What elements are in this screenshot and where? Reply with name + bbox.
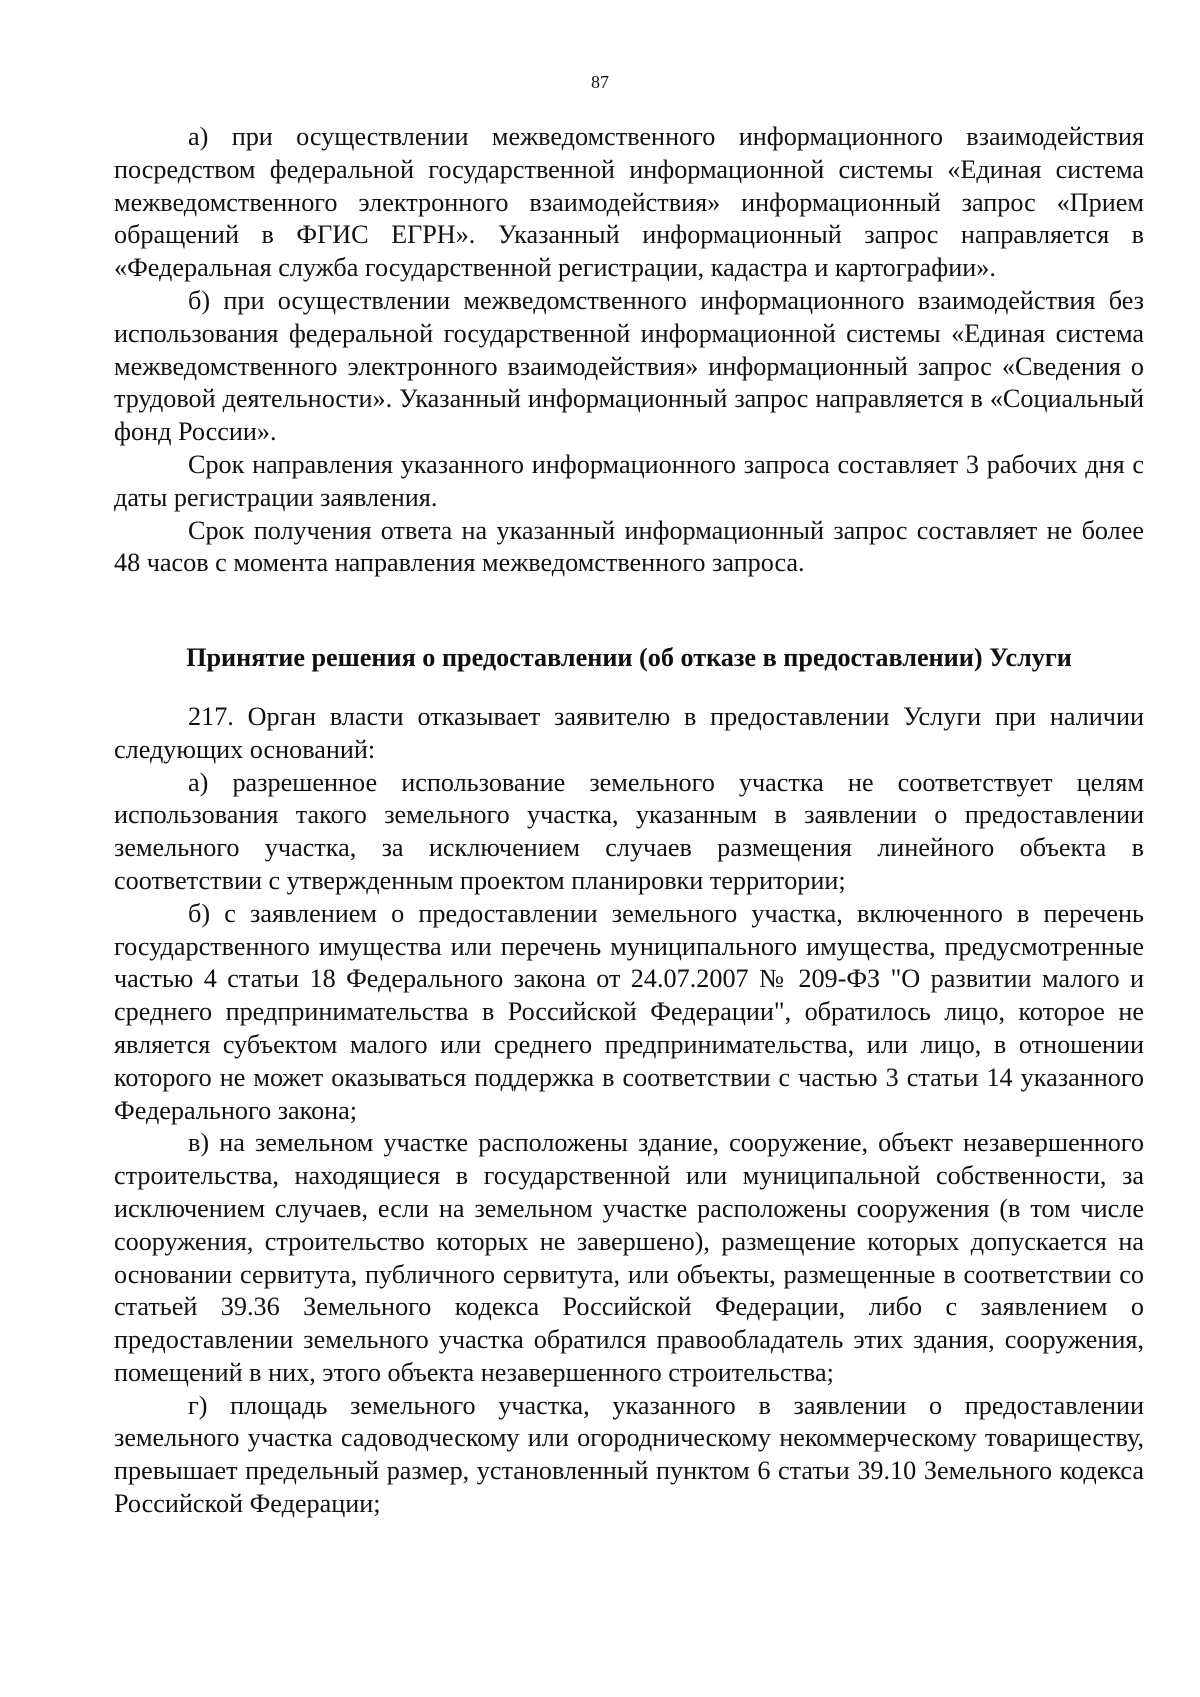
paragraph-217-v: в) на земельном участке расположены здание, сооружение, объект незавершенного строительства, находящиеся в государственной или муниципальной собственности, за исключением случаев, если на земельном участке расположены сооружения (в том числе сооружения, строительство которых не завершено), размещение которых допускается на основании сервитута, публичного сервитута, или объекты, размещенные в соответствии со статьей 39.36 Земельного кодекса Российской Федерации, либо с заявлением о предоставлении земельного участка обратился правообладатель этих здания, сооружения, помещений в них, этого объекта незавершенного строительства; (114, 1128, 1144, 1387)
document-body (114, 121, 1144, 1521)
paragraph-request-deadline: Срок направления указанного информационного запроса составляет 3 рабочих дня с даты регистрации заявления. (114, 449, 1144, 512)
paragraph-217-g: г) площадь земельного участка, указанного в заявлении о предоставлении земельного участка садоводческому или огородническому некоммерческому товариществу, превышает предельный размер, установленный пунктом 6 статьи 39.10 Земельного кодекса Российской Федерации; (114, 1390, 1144, 1519)
section-heading: Принятие решения о предоставлении (об отказе в предоставлении) Услуги (186, 643, 1072, 673)
paragraph-b-interagency: б) при осуществлении межведомственного информационного взаимодействия без использования федеральной государственной информационной системы «Единая система межведомственного электронного взаимодействия» информационный запрос «Сведения о трудовой деятельности». Указанный информационный запрос направляется в «Социальный фонд России». (114, 285, 1144, 447)
page-number: 87 (591, 72, 609, 92)
paragraph-response-deadline: Срок получения ответа на указанный информационный запрос составляет не более 48 часов с момента направления межведомственного запроса. (114, 515, 1144, 578)
paragraph-217-b: б) с заявлением о предоставлении земельного участка, включенного в перечень государственного имущества или перечень муниципального имущества, предусмотренные частью 4 статьи 18 Федерального закона от 24.07.2007 № 209-ФЗ "О развитии малого и среднего предпринимательства в Российской Федерации", обратилось лицо, которое не является субъектом малого или среднего предпринимательства, или лицо, в отношении которого не может оказываться поддержка в соответствии с частью 3 статьи 14 указанного Федерального закона; (114, 898, 1144, 1125)
paragraph-217-a: а) разрешенное использование земельного участка не соответствует целям использования такого земельного участка, указанным в заявлении о предоставлении земельного участка, за исключением случаев размещения линейного объекта в соответствии с утвержденным проектом планировки территории; (114, 767, 1144, 895)
paragraph-217: 217. Орган власти отказывает заявителю в предоставлении Услуги при наличии следующих оснований: (114, 701, 1144, 764)
paragraph-a-interagency: а) при осуществлении межведомственного информационного взаимодействия посредством федеральной государственной информационной системы «Единая система межведомственного электронного взаимодействия» информационный запрос «Прием обращений в ФГИС ЕГРН». Указанный информационный запрос направляется в «Федеральная служба государственной регистрации, кадастра и картографии». (114, 122, 1144, 283)
